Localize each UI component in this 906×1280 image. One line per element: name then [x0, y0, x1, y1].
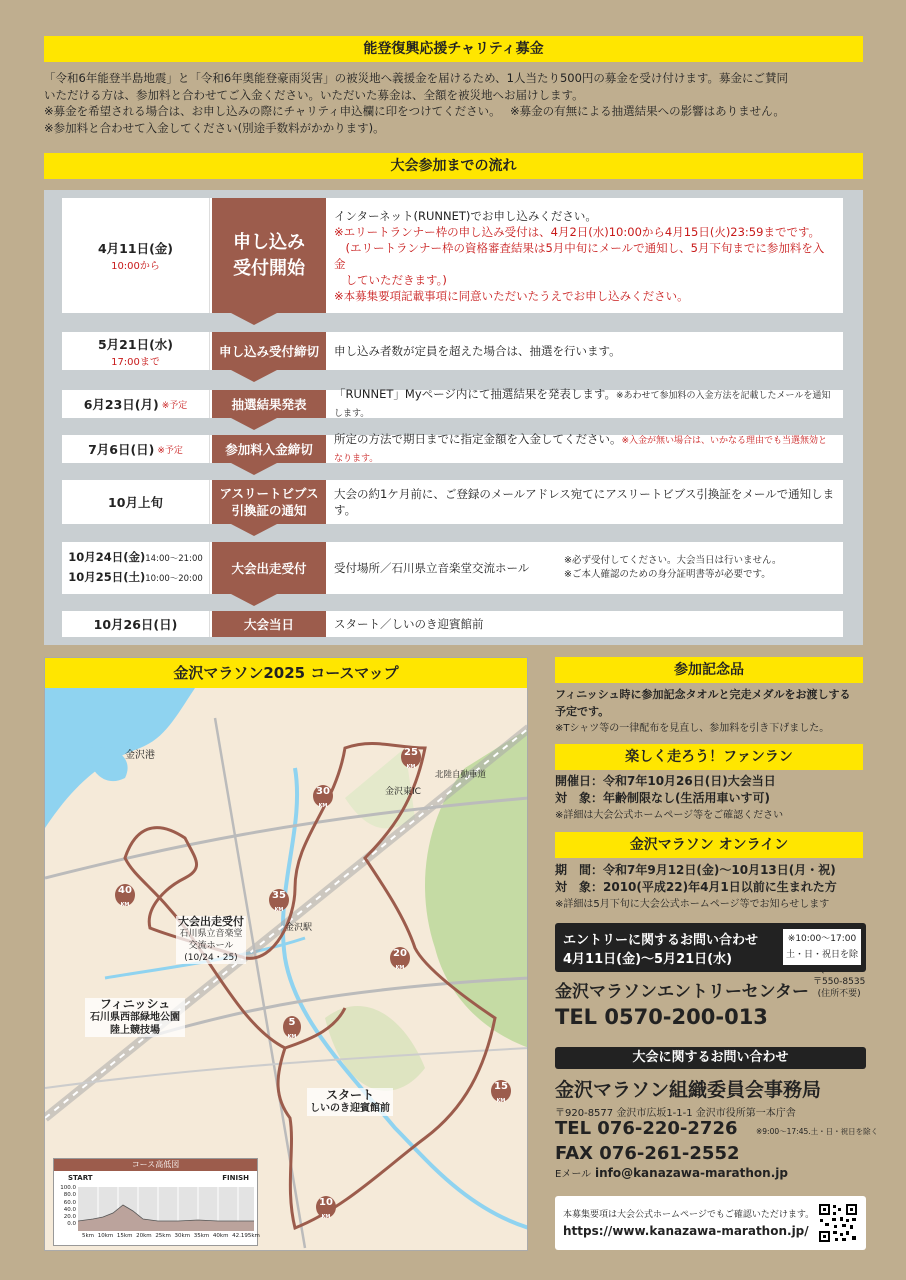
km-marker-20: 20 KM: [390, 947, 410, 969]
flow-row-3: [62, 387, 843, 419]
online-text: 期 間：令和7年9月12日(金)～10月13日(月・祝) 対 象：2010(平成22)年4月1日以前に生まれた方 ※詳細は5月下旬に大会公式ホームページ等でお知らせします: [555, 863, 837, 910]
flow-panel: [44, 190, 863, 645]
callout-start: スタート しいのき迎賓館前: [307, 1088, 393, 1116]
elevation-chart: [53, 1158, 258, 1246]
flow-date-2: 5月21日(水): [97, 336, 174, 352]
flow-date-6b: 10月25日(土): [68, 570, 146, 584]
elevation-finish: FINISH: [222, 1174, 249, 1182]
flow-note-6b: ※ご本人確認のための身分証明書等が必要です。: [564, 569, 771, 580]
label-station: 金沢駅: [285, 923, 313, 933]
flow-desc-1: インターネット(RUNNET)でお申し込みください。: [334, 208, 597, 223]
km-marker-35: 35 KM: [269, 889, 289, 911]
flow-step-6: 大会出走受付: [212, 542, 326, 594]
flow-time-6b: 10:00～20:00: [145, 574, 203, 584]
charity-title: 能登復興応援チャリティ募金: [44, 36, 863, 62]
km-marker-15: 15 KM: [491, 1080, 511, 1102]
entry-contact-hours: ※10:00～17:00 土・日・祝日を除く: [783, 929, 861, 965]
office-tel-note: ※9:00～17:45.土・日・祝日を除く: [756, 1127, 879, 1136]
flow-desc-5: 大会の約1ケ月前に、ご登録のメールアドレス宛てにアスリートビブス引換証をメールで通知します。: [334, 487, 835, 517]
charity-line2: いただける方は、参加料と合わせてご入金ください。いただいた募金は、全額を被災地へお届けします。: [44, 87, 584, 102]
flow-row-4: [62, 432, 843, 464]
entry-contact-box: [555, 923, 866, 976]
flow-step-1: 申し込み 受付開始: [212, 198, 326, 313]
entry-contact-title: エントリーに関するお問い合わせ: [563, 933, 759, 948]
elevation-start: START: [68, 1174, 93, 1182]
callout-finish: フィニッシュ 石川県西部緑地公園 陸上競技場: [85, 998, 185, 1037]
flow-date-1: 4月11日(金): [97, 241, 174, 256]
label-expressway: 北陸自動車道: [435, 770, 487, 780]
callout-reception: 大会出走受付 石川県立音楽堂 交流ホール (10/24・25): [178, 915, 244, 963]
km-marker-40: 40 KM: [115, 884, 135, 906]
flow-date-5: 10月上旬: [62, 480, 210, 524]
flow-yotei-3: ※予定: [161, 400, 188, 411]
qr-code-icon: [818, 1203, 858, 1243]
flow-step-2: 申し込み受付締切: [212, 332, 326, 370]
flow-row-6: [62, 542, 843, 594]
flow-red-1d: ※本募集要項記載事項に同意いただいたうえでお申し込みください。: [334, 288, 689, 303]
km-marker-10: 10 KM: [316, 1196, 336, 1218]
flow-row-1: [62, 198, 843, 313]
charity-description: [44, 70, 874, 136]
entry-contact-period: 4月11日(金)～5月21日(水): [563, 952, 733, 967]
online-title: 金沢マラソン オンライン: [555, 832, 863, 858]
office-email-label: Eメール: [555, 1169, 592, 1180]
charity-line3a: ※募金を希望される場合は、お申し込みの際にチャリティ申込欄に印をつけてください。: [44, 104, 495, 118]
web-url[interactable]: https://www.kanazawa-marathon.jp/: [563, 1224, 809, 1238]
office-email[interactable]: info@kanazawa-marathon.jp: [594, 1166, 788, 1180]
office-fax: FAX 076-261-2552: [555, 1143, 740, 1164]
elevation-title: コース高低図: [54, 1159, 257, 1171]
flow-title: 大会参加までの流れ: [44, 153, 863, 179]
entry-center-name: 金沢マラソンエントリーセンター: [555, 982, 809, 1002]
flow-note-4: ※入金が無い場合は、いかなる理由でも当選無効となります。: [334, 436, 828, 464]
km-marker-5: 5 KM: [283, 1016, 301, 1038]
flow-date-7: 10月26日(日): [62, 611, 210, 637]
flow-desc-2: 申し込み者数が定員を超えた場合は、抽選を行います。: [334, 344, 621, 358]
flow-time-6a: 14:00～21:00: [145, 554, 203, 564]
flow-note-3: ※あわせて参加料の入金方法を記載したメールを通知します。: [334, 391, 831, 419]
course-map: [44, 657, 528, 1251]
office-tel[interactable]: TEL 076-220-2726: [555, 1118, 738, 1139]
web-note: 本募集要項は大会公式ホームページでもご確認いただけます。: [563, 1210, 815, 1220]
flow-date-3: 6月23日(月): [83, 397, 159, 412]
charity-line4: ※参加料と合わせて入金してください(別途手数料がかかります)。: [44, 120, 385, 135]
office-name: 金沢マラソン組織委員会事務局: [555, 1079, 822, 1101]
web-box: [555, 1196, 866, 1250]
flow-red-1a: ※エリートランナー枠の申し込み受付は、4月2日(水)10:00から4月15日(火)23:59までです。: [334, 224, 821, 239]
flow-desc-4: 所定の方法で期日までに指定金額を入金してください。: [334, 432, 622, 446]
charity-line3b: ※募金の有無による抽選結果への影響はありません。: [510, 104, 785, 118]
flow-arrow: [231, 463, 277, 475]
flow-step-4: 参加料入金締切: [212, 435, 326, 463]
km-marker-25: 25 KM: [401, 746, 421, 768]
flow-row-7: [62, 611, 843, 637]
flow-arrow: [231, 370, 277, 382]
flow-yotei-4: ※予定: [157, 445, 183, 456]
map-title: 金沢マラソン2025 コースマップ: [45, 658, 527, 688]
flow-desc-3: 「RUNNET」Myページ内にて抽選結果を発表します。: [334, 387, 616, 401]
flow-row-2: [62, 332, 843, 370]
office-contact-title: 大会に関するお問い合わせ: [555, 1047, 866, 1069]
flow-date-sub-2: 17:00まで: [111, 356, 160, 368]
charity-line1: 「令和6年能登半島地震」と「令和6年奥能登豪雨災害」の被災地へ義援金を届けるため、1人当たり500円の募金を受け付けます。募金にご賛同: [44, 71, 789, 85]
flow-arrow: [231, 594, 277, 606]
elevation-profile: [78, 1187, 254, 1231]
souvenir-title: 参加記念品: [555, 657, 863, 683]
flow-desc-6: 受付場所／石川県立音楽堂交流ホール: [334, 561, 530, 575]
flow-arrow: [231, 418, 277, 430]
flow-date-6a: 10月24日(金): [68, 550, 146, 564]
entry-center-zip: 〒550-8535 (住所不要): [813, 977, 866, 999]
funrun-text: 開催日：令和7年10月26日(日)大会当日 対 象：年齢制限なし(生活用車いす可) ※詳細は大会公式ホームページ等をご確認ください: [555, 774, 784, 821]
flow-date-sub-1: 10:00から: [111, 261, 160, 272]
flow-arrow: [231, 524, 277, 536]
funrun-title: 楽しく走ろう！ファンラン: [555, 744, 863, 770]
flow-desc-7: スタート／しいのき迎賓館前: [334, 617, 484, 631]
elevation-y-axis: 100.0 80.0 60.0 40.0 20.0 0.0: [60, 1185, 76, 1228]
label-ic: 金沢東IC: [385, 787, 421, 797]
flow-row-5: [62, 480, 843, 524]
entry-center-tel[interactable]: TEL 0570-200-013: [555, 1005, 768, 1029]
km-marker-30: 30 KM: [313, 785, 333, 807]
flow-red-1c: していただきます。): [334, 272, 447, 287]
office-address: 〒920-8577 金沢市広坂1-1-1 金沢市役所第一本庁舎: [555, 1108, 796, 1119]
flow-step-5: アスリートビブス 引換証の通知: [212, 480, 326, 524]
flow-note-6a: ※必ず受付してください。大会当日は行いません。: [564, 555, 782, 566]
flow-date-4: 7月6日(日): [88, 442, 155, 457]
flow-red-1b: (エリートランナー枠の資格審査結果は5月中旬にメールで通知し、5月下旬までに参加料を入金: [334, 240, 825, 271]
flow-step-7: 大会当日: [212, 611, 326, 637]
flow-step-3: 抽選結果発表: [212, 390, 326, 418]
souvenir-text: フィニッシュ時に参加記念タオルと完走メダルをお渡しする 予定です。 ※Tシャツ等の一律配布を見直し、参加料を引き下げました。: [555, 688, 851, 734]
label-port: 金沢港: [125, 750, 155, 761]
flow-arrow: [231, 313, 277, 325]
elevation-x-axis: 5km 10km 15km 20km 25km 30km 35km 40km 42.195km: [82, 1233, 260, 1239]
